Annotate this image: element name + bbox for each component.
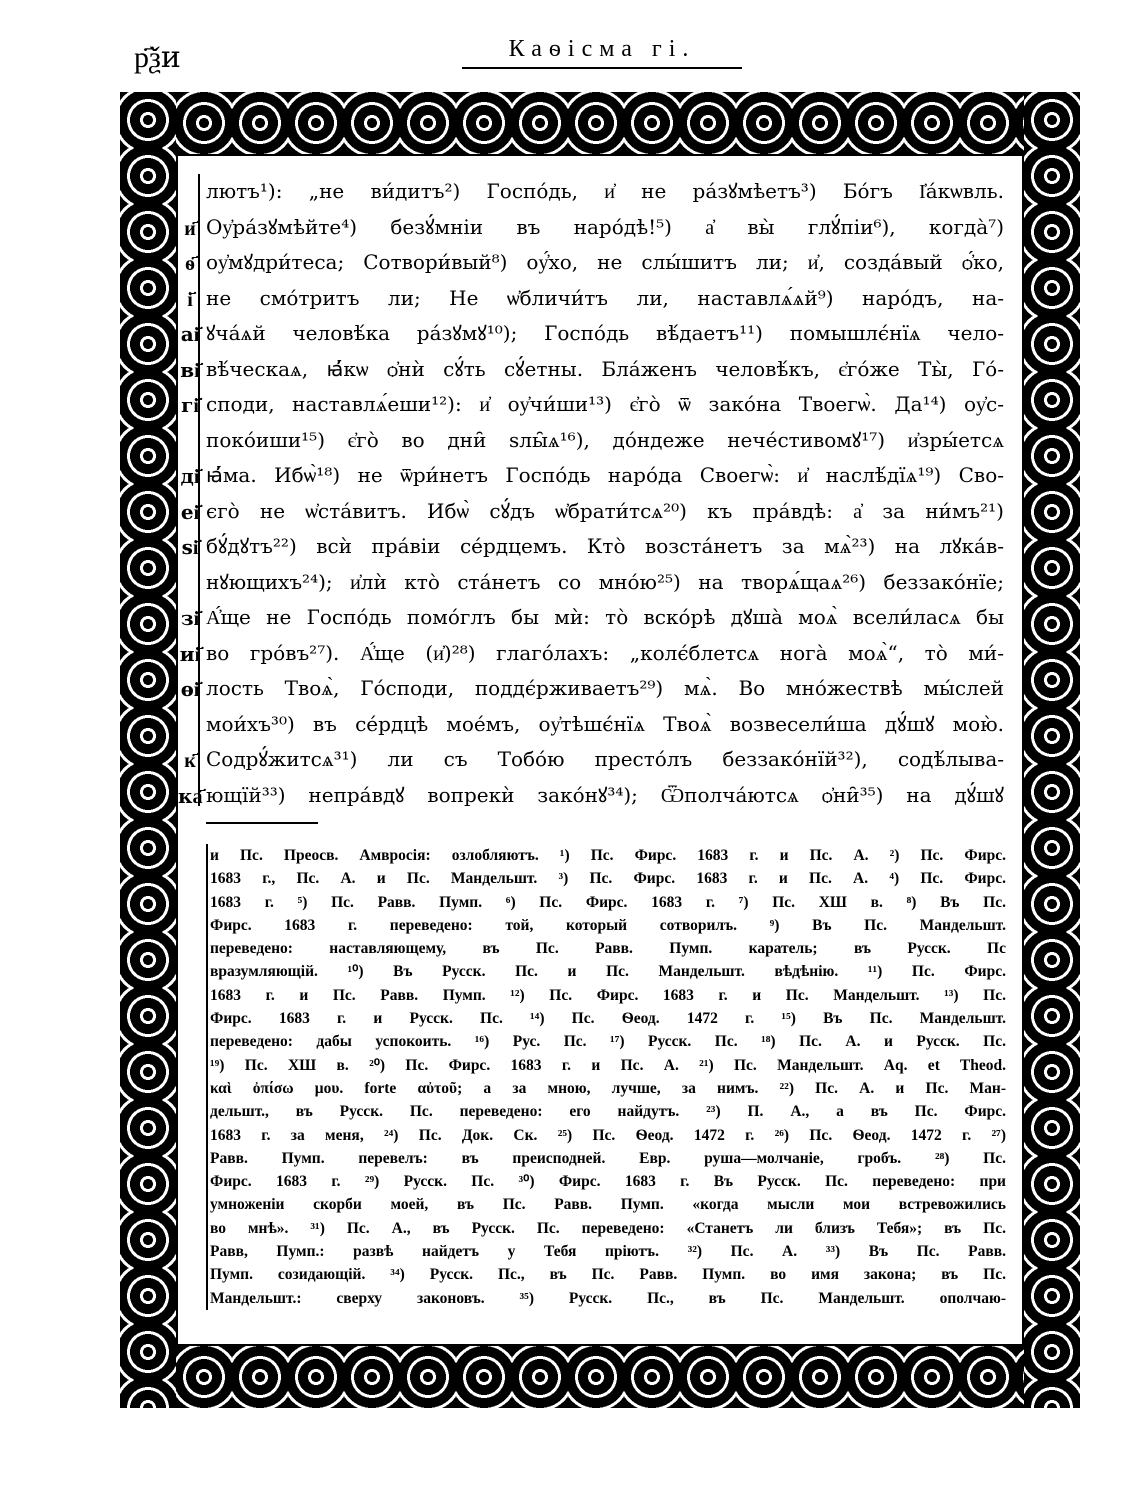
text-panel (176, 154, 1024, 1346)
text-line: споди, наставлѧ́еши¹²): и҆ оу҆чи́ши¹³) є҆го̀ ѿ зако́на Твоегѡ̀. Да¹⁴) оу҆с- (206, 392, 1004, 416)
text-line: поко́иши¹⁵) є҆го̀ во дни̑ ѕлы̑ѧ¹⁶), до́ндеже нече́стивомꙋ¹⁷) и҆зры́етсѧ (206, 427, 1004, 452)
footnote-line: ¹⁹) Пс. ХШ в. ²⁰) Пс. Фирс. 1683 г. и Пс. А. ²¹) Пс. Мандельшт. Aq. et Theod. (210, 1056, 1006, 1074)
footnote-line: вразумляющій. ¹⁰) Въ Русск. Пс. и Пс. Мандельшт. вѣдѣнію. ¹¹) Пс. Фирс. (210, 963, 1006, 981)
text-line: мои́хъ³⁰) въ се́рдцѣ мое́мъ, оу҆тѣшє́нїѧ Твоѧ̀ возвесели́ша дꙋ́шꙋ мою̀. (206, 711, 1004, 736)
footnote-line: 1683 г. и Пс. Равв. Пумп. ¹²) Пс. Фирс. 1683 г. и Пс. Мандельшт. ¹³) Пс. (210, 986, 1006, 1004)
running-title: Каѳісма гі. (462, 36, 742, 69)
footnote-line: переведено: дабы успокоить. ¹⁶) Рус. Пс. ¹⁷) Русск. Пс. ¹⁸) Пс. А. и Русск. Пс. (210, 1033, 1006, 1051)
ornamental-border-bottom (120, 1346, 1080, 1408)
footnote-line: переведено: наставляющему, въ Пс. Равв. Пумп. каратель; въ Русск. Пс (210, 940, 1006, 958)
ornamental-border-left (120, 92, 176, 1408)
footnote-line: Фирс. 1683 г. и Русск. Пс. ¹⁴) Пс. Ѳеод. 1472 г. ¹⁵) Въ Пс. Мандельшт. (210, 1010, 1006, 1028)
footnote-line: умноженіи скорби моей, въ Пс. Равв. Пумп. «когда мысли мои встревожились (210, 1196, 1006, 1214)
footnote-line: Равв, Пумп.: развѣ найдетъ у Тебя пріютъ. ³²) Пс. А. ³³) Въ Пс. Равв. (210, 1243, 1006, 1261)
verse-number: еі҃ (180, 499, 200, 524)
text-line: нꙋющихъ²⁴); и҆лѝ кто̀ ста́нетъ со мно́ю²⁵) на творѧ́щаѧ²⁶) беззако́нїе; (206, 569, 1004, 594)
page-number: р҃ѯи (134, 40, 181, 75)
footnote-line: καὶ ὀπίσω μου. forte αὐτοῦ; а за мною, лучше, за нимъ. ²²) Пс. А. и Пс. Ман- (210, 1079, 1006, 1097)
footnote-line: Пумп. созидающій. ³⁴) Русск. Пс., въ Пс. Равв. Пумп. во имя закона; въ Пс. (210, 1266, 1006, 1284)
verse-number: и҃ (184, 215, 196, 240)
verse-number: к҃ (184, 748, 196, 772)
text-line: ющїй³³) непра́вдꙋ вопрекѝ зако́нꙋ³⁴); Ѿполча́ютсѧ ѻ҆ни̑³⁵) на дꙋ́шꙋ (206, 782, 1004, 807)
footnote-line: и Пс. Преосв. Амвросія: озлобляютъ. ¹) Пс. Фирс. 1683 г. и Пс. А. ²) Пс. Фирс. (210, 847, 1006, 864)
verse-number: ві҃ (180, 357, 200, 382)
text-line: лость Твоѧ̀, Го́споди, поддє́рживаетъ²⁹) мѧ̀. Во мно́жествѣ мы́слей (206, 676, 1004, 700)
text-line: ꙋча́ѧй человѣ́ка ра́зꙋмꙋ¹⁰); Госпо́дь вѣ́даетъ¹¹) помышлє́нїѧ чело- (206, 321, 1004, 345)
ornamental-border-right (1024, 92, 1080, 1408)
text-line: ꙗ҆́ма. Ибѡ̀¹⁸) не ѿри́нетъ Госпо́дь наро́да Своегѡ̀: и҆ наслѣ́дїѧ¹⁹) Сво- (206, 463, 1004, 487)
footnote-line: 1683 г. ⁵) Пс. Равв. Пумп. ⁶) Пс. Фирс. 1683 г. ⁷) Пс. ХШ в. ⁸) Въ Пс. (210, 893, 1006, 911)
verse-number: иі҃ (179, 641, 201, 666)
verse-number: ді҃ (180, 464, 200, 488)
text-line: лютъ¹): „не ви́дитъ²) Госпо́дь, и҆ не ра́зꙋмѣетъ³) Бо́гъ І҆а́кѡвль. (206, 179, 1004, 203)
verse-number-column (178, 174, 203, 1344)
footnotes (206, 844, 1006, 1310)
footnote-line: дельшт., въ Русск. Пс. переведено: его найдутъ. ²³) П. А., а въ Пс. Фирс. (210, 1103, 1006, 1121)
text-line: бꙋ́дꙋтъ²²) всѝ пра́віи се́рдцемъ. Кто̀ возста́нетъ за мѧ̀²³) на лꙋка́в- (206, 534, 1004, 558)
text-line: вѣ́ческаѧ, ꙗ҆́кѡ ѻ҆нѝ сꙋ́ть сꙋ́етны. Бла́женъ человѣ́къ, є҆го́же Ты̀, Го́- (206, 356, 1004, 381)
verse-number: ѕі҃ (181, 535, 199, 559)
text-line: А҆́ще не Госпо́дь помо́глъ бы мѝ: то̀ вско́рѣ дꙋша̀ моѧ̀ всели́ласѧ бы (206, 605, 1004, 629)
footnote-line: 1683 г. за меня, ²⁴) Пс. Док. Ск. ²⁵) Пс. Ѳеод. 1472 г. ²⁶) Пс. Ѳеод. 1472 г. ²⁷) (210, 1126, 1006, 1144)
text-line: оу҆мꙋдри́теса; Сотвори́вый⁸) оу҆́хо, не слы́шитъ ли; и҆, созда́вый ѻ҆́ко, (206, 250, 1004, 274)
verse-number: аі҃ (180, 322, 200, 346)
footnote-line: во мнѣ». ³¹) Пс. А., въ Русск. Пс. переведено: «Станетъ ли близъ Тебя»; въ Пс. (210, 1219, 1006, 1237)
ornamental-border-top (120, 92, 1080, 154)
verse-number: і҃ (187, 286, 193, 311)
verse-number: ѳі҃ (180, 677, 200, 701)
verse-number: зі҃ (180, 606, 200, 630)
footnote-line: Мандельшт.: сверху законовъ. ³⁵) Русск. Пс., въ Пс. Мандельшт. ополчаю- (210, 1289, 1006, 1307)
verse-number: гі҃ (181, 393, 199, 417)
verse-number: ѳ҃ (185, 251, 195, 275)
psalm-text (206, 174, 1004, 813)
text-line: Оу҆ра́зꙋмѣйте⁴) безꙋ́мніи въ наро́дѣ!⁵) а҆ вы̀ глꙋ́піи⁶), когда̀⁷) (206, 214, 1004, 239)
footnote-separator (206, 822, 318, 824)
text-line: єго̀ не ѡ҆ста́витъ. Ибѡ̀ сꙋ́дъ ѡ҆брати́тсѧ²⁰) къ пра́вдѣ: а҆ за ни́мъ²¹) (206, 498, 1004, 523)
verse-number: ка҃ (178, 783, 203, 808)
text-line: не смо́тритъ ли; Не ѡ҆бличи́тъ ли, наставлѧ́ѧй⁹) наро́дъ, на- (206, 285, 1004, 310)
footnote-line: Фирс. 1683 г. ²⁹) Русск. Пс. ³⁰) Фирс. 1683 г. Въ Русск. Пс. переведено: при (210, 1173, 1006, 1191)
footnote-line: Фирс. 1683 г. переведено: той, который сотворилъ. ⁹) Въ Пс. Мандельшт. (210, 916, 1006, 934)
footnote-line: 1683 г., Пс. А. и Пс. Мандельшт. ³) Пс. Фирс. 1683 г. и Пс. А. ⁴) Пс. Фирс. (210, 870, 1006, 888)
text-line: во гро́въ²⁷). А҆́ще (и҆)²⁸) глаго́лахъ: „колє́блетсѧ нога̀ моѧ̀“, то̀ ми́- (206, 640, 1004, 665)
text-line: Содрꙋ́житсѧ³¹) ли съ Тобо́ю престо́лъ беззако́нїй³²), содѣ́лыва- (206, 747, 1004, 771)
footnote-line: Равв. Пумп. перевелъ: въ преисподней. Евр. руша—молчаніе, гробъ. ²⁸) Пс. (210, 1149, 1006, 1167)
